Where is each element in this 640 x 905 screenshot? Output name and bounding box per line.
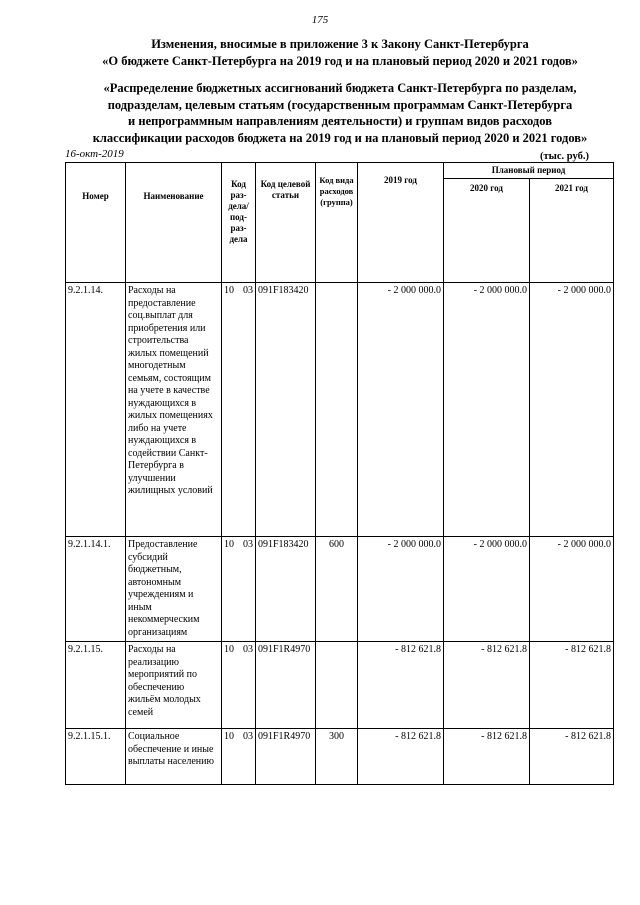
row-kind-code: 600 [316,537,358,642]
row-section-code [222,537,256,642]
podrazdel-code: 03 [243,285,253,296]
row-target-code: 091F1R4970 [256,642,316,729]
row-value-2021: - 812 621.8 [530,642,614,729]
header-kind-code: Код вида расходов (группа) [316,163,358,283]
document-title [60,36,620,70]
header-planned-period: Плановый период [444,163,614,179]
title-line: «О бюджете Санкт-Петербурга на 2019 год и на плановый период 2020 и 2021 годов» [102,54,578,68]
row-number: 9.2.1.15. [66,642,126,729]
razdel-code: 10 [224,731,234,742]
row-value-2020: - 812 621.8 [444,642,530,729]
subtitle-line: и непрограммным направлениям деятельности) и группам видов расходов [128,114,552,128]
subtitle-line: «Распределение бюджетных ассигнований бюджета Санкт-Петербурга по разделам, [103,81,577,95]
row-target-code: 091F1R4970 [256,729,316,785]
document-subtitle [60,80,620,146]
header-2019: 2019 год [358,163,444,283]
row-name: Расходы на предоставление соц.выплат для приобретения или строительства жилых помещений многодетным семьям, состоящим на учете в качестве нуждающихся в жилых помещениях либо на учете нуждающихся в содействии Санкт-Петербурга в улучшении жилищных условий [126,283,222,537]
subtitle-line: классификации расходов бюджета на 2019 год и на плановый период 2020 и 2021 годов» [92,130,588,145]
row-target-code: 091F183420 [256,537,316,642]
row-value-2021: - 2 000 000.0 [530,283,614,537]
row-value-2019: - 2 000 000.0 [358,283,444,537]
podrazdel-code: 03 [243,539,253,550]
table-row [66,729,614,785]
razdel-code: 10 [224,285,234,296]
row-number: 9.2.1.14.1. [66,537,126,642]
row-target-code: 091F183420 [256,283,316,537]
row-value-2020: - 2 000 000.0 [444,283,530,537]
row-value-2019: - 812 621.8 [358,642,444,729]
title-line: Изменения, вносимые в приложение 3 к Закону Санкт-Петербурга [151,37,529,51]
podrazdel-code: 03 [243,731,253,742]
budget-table [65,162,614,785]
row-section-code [222,729,256,785]
razdel-code: 10 [224,644,234,655]
row-value-2020: - 812 621.8 [444,729,530,785]
header-section-code: Код раз-дела/ под-раз-дела [222,163,256,283]
row-value-2020: - 2 000 000.0 [444,537,530,642]
row-section-code [222,642,256,729]
subtitle-line: подразделам, целевым статьям (государственным программам Санкт-Петербурга [107,97,573,112]
row-value-2021: - 2 000 000.0 [530,537,614,642]
row-name: Социальное обеспечение и иные выплаты населению [126,729,222,785]
row-number: 9.2.1.14. [66,283,126,537]
row-value-2019: - 2 000 000.0 [358,537,444,642]
table-row [66,642,614,729]
header-2021: 2021 год [530,179,614,283]
row-name: Предоставление субсидий бюджетным, автономным учреждениям и иным некоммерческим организациям [126,537,222,642]
row-section-code [222,283,256,537]
header-2020: 2020 год [444,179,530,283]
row-value-2019: - 812 621.8 [358,729,444,785]
table-row [66,283,614,537]
razdel-code: 10 [224,539,234,550]
page-number: 175 [311,14,329,26]
document-date: 16-окт-2019 [65,148,124,160]
row-number: 9.2.1.15.1. [66,729,126,785]
row-value-2021: - 812 621.8 [530,729,614,785]
header-name: Наименование [126,163,222,283]
table-row [66,537,614,642]
row-kind-code [316,642,358,729]
podrazdel-code: 03 [243,644,253,655]
row-name: Расходы на реализацию мероприятий по обеспечению жильём молодых семей [126,642,222,729]
row-kind-code [316,283,358,537]
header-target-code: Код целевой статьи [256,163,316,283]
row-kind-code: 300 [316,729,358,785]
header-number: Номер [66,163,126,283]
units-label: (тыс. руб.) [540,151,589,162]
